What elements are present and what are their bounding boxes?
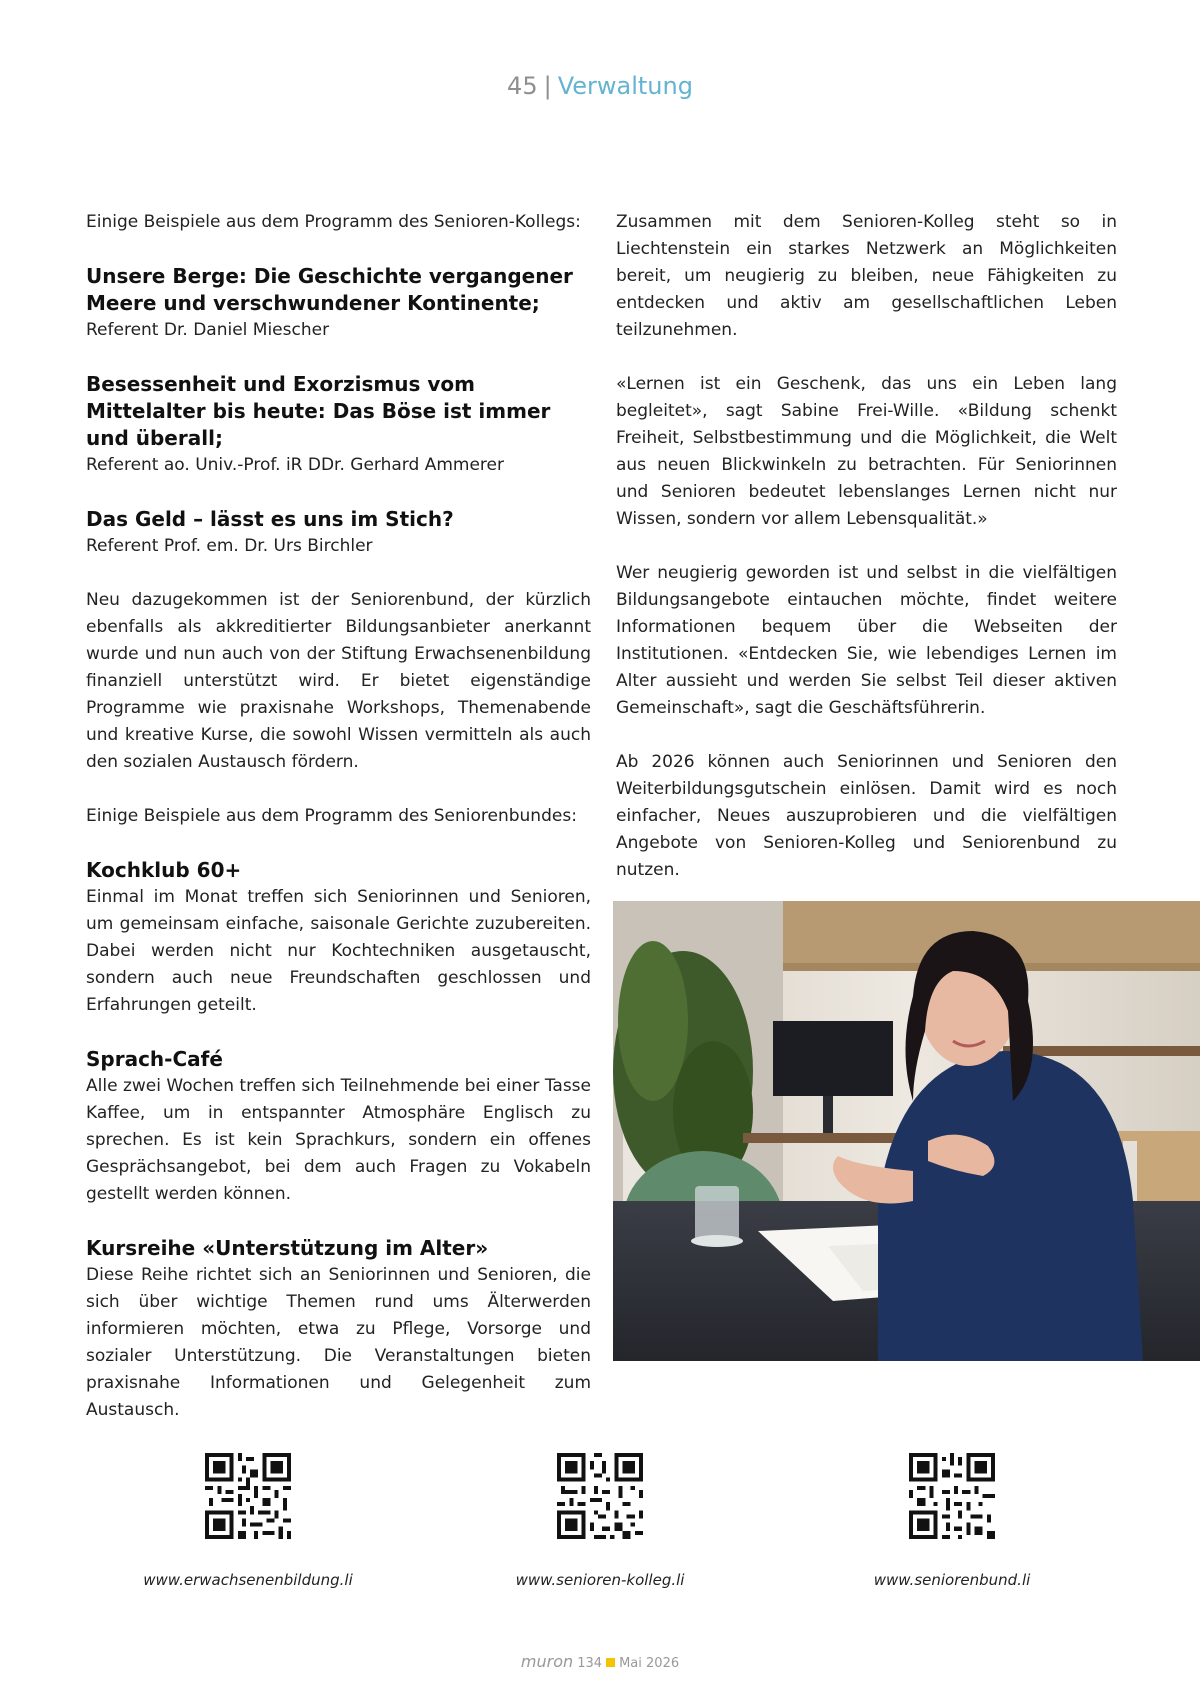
bund-intro: Einige Beispiele aus dem Programm des Seniorenbundes: [86, 806, 577, 826]
page-footer [0, 1652, 1200, 1671]
link-erwachsenenbildung[interactable]: www.erwachsenenbildung.li [143, 1571, 353, 1589]
right-paragraph-4: Ab 2026 können auch Seniorinnen und Senioren den Weiterbildungsgutschein einlösen. Damit wird es noch einfacher, Neues auszuprobieren und die vielfältigen Angebote von Senioren-Kolleg und Seniorenbund zu nutzen. [616, 752, 1117, 880]
right-paragraph-2: «Lernen ist ein Geschenk, das uns ein Leben lang begleitet», sagt Sabine Frei-Wille. «Bildung schenkt Freiheit, Selbstbestimmung und die Möglichkeit, die Welt aus neuen Blickwinkeln zu betrachten. Für Seniorinnen und Senioren bedeutet lebenslanges Lernen nicht nur Wissen, sondern vor allem Lebensqualität.» [616, 374, 1117, 529]
bund-item-3-title: Kursreihe «Unterstützung im Alter» [86, 1236, 489, 1260]
right-paragraph-1: Zusammen mit dem Senioren-Kolleg steht so in Liechtenstein ein starkes Netzwerk an Möglichkeiten bereit, um neugierig zu bleiben, neue Fähigkeiten zu entdecken und aktiv am gesellschaftlichen Leben teilzunehmen. [616, 212, 1117, 340]
kolleg-intro: Einige Beispiele aus dem Programm des Senioren-Kollegs: [86, 212, 581, 232]
qr-block-erwachsenenbildung[interactable] [68, 1453, 428, 1589]
footer-brand: muron [520, 1652, 574, 1671]
kolleg-item-1-title: Unsere Berge: Die Geschichte vergangener Meere und verschwundener Kontinente; [86, 264, 573, 315]
qr-code-icon[interactable] [909, 1453, 995, 1539]
bund-item-3-text: Diese Reihe richtet sich an Seniorinnen und Senioren, die sich über wichtige Themen rund ums Älterwerden informieren möchten, etwa zu Pflege, Vorsorge und sozialer Unterstützung. Die Veranstaltungen bieten praxisnahe Informationen und Gelegenheit zum Austausch. [86, 1265, 591, 1420]
seniorenbund-paragraph: Neu dazugekommen ist der Seniorenbund, der kürzlich ebenfalls als akkreditierter Bildungsanbieter anerkannt wurde und nun auch von der Stiftung Erwachsenenbildung finanziell unterstützt wird. Er bietet eigenständige Programme wie praxisnahe Workshops, Themenabende und kreative Kurse, die sowohl Wissen vermitteln als auch den sozialen Austausch fördern. [86, 590, 591, 772]
kolleg-item-3-referent: Referent Prof. em. Dr. Urs Birchler [86, 536, 373, 556]
right-column [616, 209, 1117, 884]
bund-item-2-title: Sprach-Café [86, 1047, 223, 1071]
kolleg-item-3-title: Das Geld – lässt es uns im Stich? [86, 507, 454, 531]
left-column [86, 209, 591, 1424]
right-paragraph-3: Wer neugierig geworden ist und selbst in die vielfältigen Bildungsangebote eintauchen möchte, findet weitere Informationen bequem über die Webseiten der Institutionen. «Entdecken Sie, wie lebendiges Lernen im Alter aussieht und werden Sie selbst Teil dieser aktiven Gemeinschaft», sagt die Geschäftsführerin. [616, 563, 1117, 718]
footer-square-icon [606, 1658, 615, 1667]
header-separator: | [543, 72, 552, 100]
kolleg-item-1-referent: Referent Dr. Daniel Miescher [86, 320, 330, 340]
portrait-photo [613, 901, 1200, 1361]
bund-item-1-text: Einmal im Monat treffen sich Seniorinnen und Senioren, um gemeinsam einfache, saisonale Gerichte zuzubereiten. Dabei werden nicht nur Kochtechniken ausgetauscht, sondern auch neue Freundschaften geschlossen und Erfahrungen geteilt. [86, 887, 591, 1015]
footer-date: Mai 2026 [619, 1656, 680, 1671]
bund-item-1-title: Kochklub 60+ [86, 858, 242, 882]
link-senioren-kolleg[interactable]: www.senioren-kolleg.li [515, 1571, 685, 1589]
kolleg-item-2-referent: Referent ao. Univ.-Prof. iR DDr. Gerhard Ammerer [86, 455, 504, 475]
qr-code-icon[interactable] [205, 1453, 291, 1539]
qr-block-seniorenbund[interactable] [772, 1453, 1132, 1589]
link-seniorenbund[interactable]: www.seniorenbund.li [873, 1571, 1031, 1589]
section-title: Verwaltung [557, 72, 693, 100]
kolleg-item-2-title: Besessenheit und Exorzismus vom Mittelalter bis heute: Das Böse ist immer und überall; [86, 372, 551, 450]
qr-code-icon[interactable] [557, 1453, 643, 1539]
qr-block-senioren-kolleg[interactable] [420, 1453, 780, 1589]
page-number: 45 [507, 72, 538, 100]
page-header [0, 72, 1200, 100]
footer-issue: 134 [577, 1656, 603, 1671]
bund-item-2-text: Alle zwei Wochen treffen sich Teilnehmende bei einer Tasse Kaffee, um in entspannter Atmosphäre Englisch zu sprechen. Es ist kein Sprachkurs, sondern ein offenes Gesprächsangebot, bei dem auch Fragen zu Vokabeln gestellt werden können. [86, 1076, 591, 1204]
